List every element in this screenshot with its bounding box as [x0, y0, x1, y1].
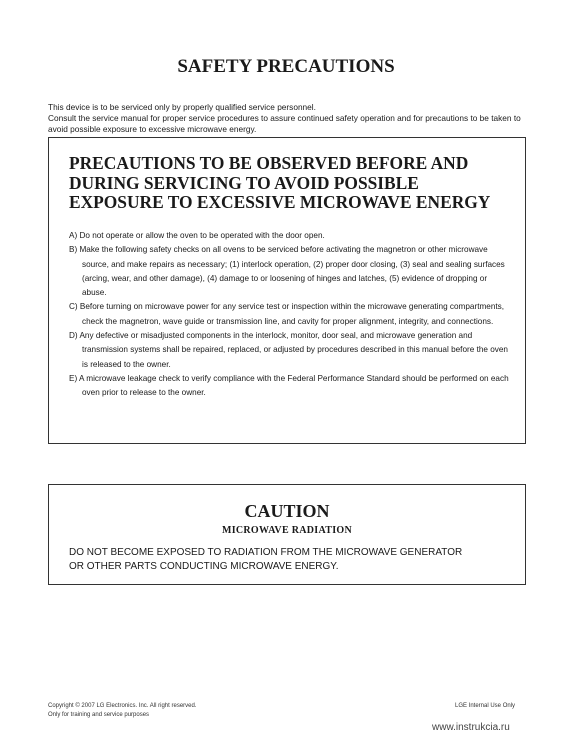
page-title: SAFETY PRECAUTIONS — [177, 56, 395, 77]
caution-body — [69, 546, 509, 574]
intro-line: Consult the service manual for proper service procedures to assure continued safety operation and for precautions to be taken to avoid possible exposure to excessive microwave energy. — [48, 112, 521, 134]
precautions-box — [48, 137, 526, 444]
caution-line: OR OTHER PARTS CONDUCTING MICROWAVE ENERGY. — [69, 561, 339, 572]
precaution-item: B) Make the following safety checks on all ovens to be serviced before activating the magnetron or other microwave source, and make repairs as necessary; (1) interlock operation, (2) proper door closing, (3) seal and sealing surfaces (arcing, wear, and other damage), (4) damage to or loosening of hinges and latches, (5) evidence of dropping or abuse. — [69, 245, 505, 298]
precaution-item: C) Before turning on microwave power for any service test or inspection within the microwave generating compartments, check the magnetron, wave guide or transmission line, and cavity for proper alignment, integrity, and connections. — [69, 302, 505, 326]
precaution-item: D) Any defective or misadjusted components in the interlock, monitor, door seal, and microwave generation and transmission systems shall be repaired, replaced, or adjusted by procedures described in this manual before the oven is released to the owner. — [69, 331, 508, 369]
caution-line: DO NOT BECOME EXPOSED TO RADIATION FROM THE MICROWAVE GENERATOR — [69, 547, 463, 558]
caution-title: CAUTION — [244, 501, 330, 521]
precaution-item: A) Do not operate or allow the oven to be operated with the door open. — [69, 231, 325, 240]
precaution-item: E) A microwave leakage check to verify compliance with the Federal Performance Standard should be performed on each oven prior to release to the owner. — [69, 373, 509, 398]
footer-copyright — [48, 702, 197, 720]
precautions-heading: PRECAUTIONS TO BE OBSERVED BEFORE AND DURING SERVICING TO AVOID POSSIBLE EXPOSURE TO EXCESSIVE MICROWAVE ENERGY — [69, 153, 491, 213]
intro-text — [48, 102, 526, 134]
precautions-list — [69, 229, 509, 401]
watermark: www.instrukcia.ru — [432, 722, 510, 733]
caution-subtitle: MICROWAVE RADIATION — [221, 525, 353, 536]
training-text: Only for training and service purposes — [48, 712, 150, 718]
footer-internal: LGE Internal Use Only — [455, 703, 516, 709]
caution-box — [48, 484, 526, 585]
intro-line: This device is to be serviced only by properly qualified service personnel. — [48, 102, 316, 112]
copyright-text: Copyright © 2007 LG Electronics. Inc. All right reserved. — [48, 703, 197, 709]
